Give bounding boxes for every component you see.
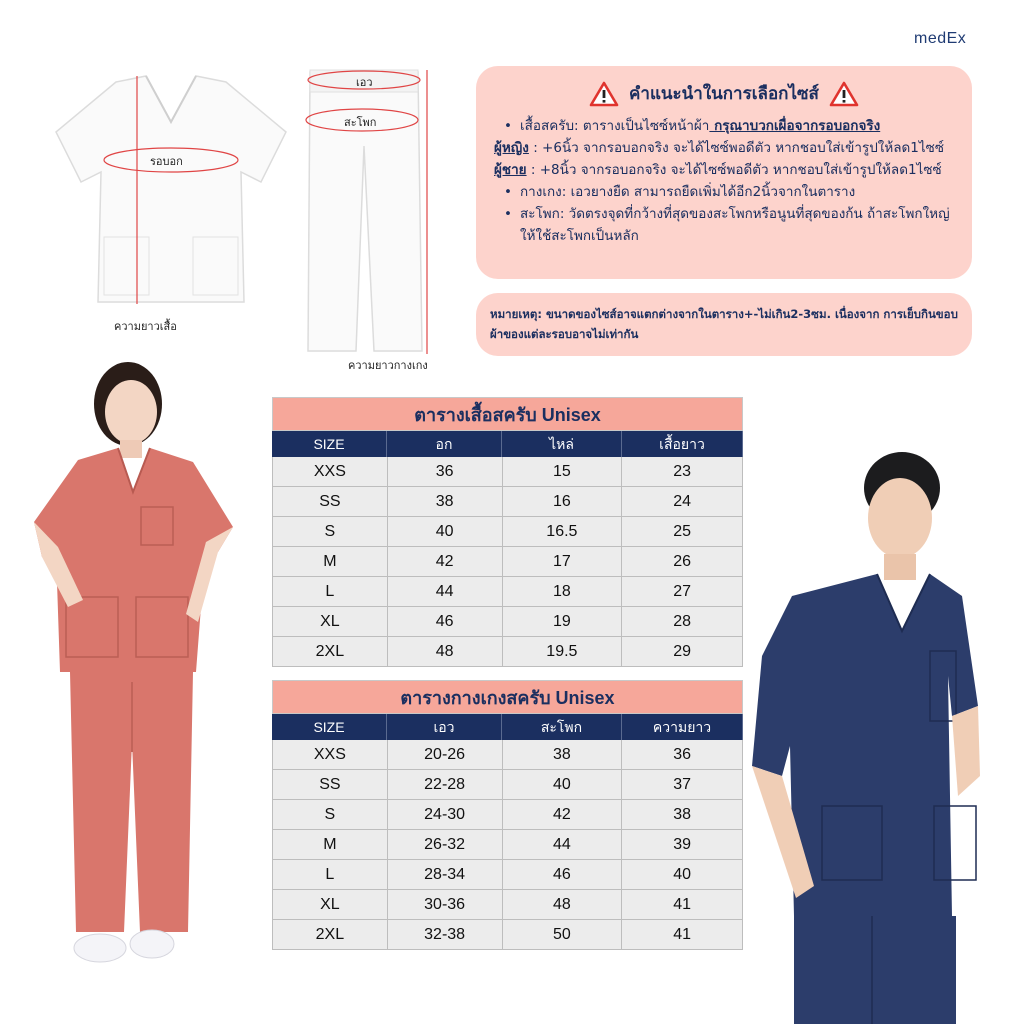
- table-cell: 22-28: [388, 770, 503, 799]
- hip-label: สะโพก: [344, 116, 377, 129]
- table-row: [272, 920, 743, 950]
- table-row: [272, 800, 743, 830]
- table-cell: 50: [503, 920, 623, 949]
- table-cell: L: [273, 860, 388, 889]
- table-cell: 25: [622, 517, 743, 546]
- table-cell: 19.5: [503, 637, 623, 666]
- table-row: [272, 487, 743, 517]
- table-cell: 41: [622, 890, 743, 919]
- table-cell: L: [273, 577, 388, 606]
- size-advice-title: [494, 80, 954, 107]
- men-label: ผู้ชาย: [494, 162, 527, 178]
- table-cell: 27: [622, 577, 743, 606]
- shirt-advice-emphasis: กรุณาบวกเผื่อจากรอบอกจริง: [709, 118, 881, 134]
- table-cell: 28: [622, 607, 743, 636]
- shirt-advice-text: เสื้อสครับ: ตารางเป็นไซซ์หน้าผ้า: [520, 118, 710, 134]
- table-cell: 48: [503, 890, 623, 919]
- table-cell: 39: [622, 830, 743, 859]
- table-cell: 46: [503, 860, 623, 889]
- column-header: เอว: [387, 714, 502, 740]
- size-advice-list: [494, 115, 954, 247]
- table-row: [272, 890, 743, 920]
- table-row: [272, 547, 743, 577]
- pants-length-label: ความยาวกางเกง: [348, 359, 428, 372]
- men-advice-text: : +8นิ้ว จากรอบอกจริง จะได้ไซซ์พอดีตัว หากชอบใส่เข้ารูปให้ลด1ไซซ์: [526, 162, 942, 178]
- warning-icon: [589, 81, 619, 107]
- size-advice-box: [476, 66, 972, 279]
- brand-logo: medEx: [914, 30, 967, 47]
- pants-size-table: [272, 680, 743, 950]
- shirt-table-header: [272, 431, 743, 457]
- table-cell: 19: [503, 607, 623, 636]
- chest-label: รอบอก: [150, 155, 183, 168]
- model-woman-pink-scrubs: [28, 352, 268, 992]
- table-cell: 2XL: [273, 920, 388, 949]
- table-cell: 24: [622, 487, 743, 516]
- column-header: อก: [387, 431, 502, 457]
- shirt-diagram: [46, 72, 296, 332]
- shirt-size-table: [272, 397, 743, 667]
- model-man-navy-scrubs: [752, 446, 984, 1024]
- note-box: [476, 293, 972, 356]
- table-cell: 32-38: [388, 920, 503, 949]
- table-cell: 16.5: [503, 517, 623, 546]
- shirt-table-title: ตารางเสื้อสครับ Unisex: [272, 397, 743, 431]
- column-header: ความยาว: [622, 714, 743, 740]
- table-cell: SS: [273, 770, 388, 799]
- waist-label: เอว: [356, 76, 373, 89]
- pants-table-header: [272, 714, 743, 740]
- table-cell: 42: [388, 547, 503, 576]
- women-advice-text: : +6นิ้ว จากรอบอกจริง จะได้ไซซ์พอดีตัว หากชอบใส่เข้ารูปให้ลด1ไซซ์: [528, 140, 945, 156]
- shirt-illustration: [46, 72, 296, 312]
- table-cell: 41: [622, 920, 743, 949]
- table-cell: 40: [622, 860, 743, 889]
- women-advice: [494, 137, 954, 159]
- table-cell: 15: [503, 457, 623, 486]
- table-row: [272, 740, 743, 770]
- pants-diagram: [300, 66, 445, 376]
- warning-icon: [829, 81, 859, 107]
- table-cell: 37: [622, 770, 743, 799]
- table-cell: 18: [503, 577, 623, 606]
- table-cell: 17: [503, 547, 623, 576]
- shirt-length-label: ความยาวเสื้อ: [114, 320, 177, 333]
- table-cell: 46: [388, 607, 503, 636]
- column-header: สะโพก: [502, 714, 622, 740]
- men-advice: [494, 159, 954, 181]
- pants-illustration: [300, 66, 440, 356]
- table-cell: 38: [503, 740, 623, 769]
- hip-advice: • สะโพก: วัดตรงจุดที่กว้างที่สุดของสะโพกหรือนูนที่สุดของก้น ถ้าสะโพกใหญ่ให้ใช้สะโพกเป็นหลัก: [494, 203, 954, 247]
- table-row: [272, 577, 743, 607]
- table-cell: 38: [622, 800, 743, 829]
- table-cell: 40: [388, 517, 503, 546]
- table-cell: 2XL: [273, 637, 388, 666]
- table-cell: 38: [388, 487, 503, 516]
- table-cell: 40: [503, 770, 623, 799]
- table-cell: 44: [388, 577, 503, 606]
- table-row: [272, 860, 743, 890]
- table-cell: 29: [622, 637, 743, 666]
- table-cell: 42: [503, 800, 623, 829]
- size-advice-title-text: คำแนะนำในการเลือกไซส์: [629, 84, 819, 104]
- shirt-advice: [494, 115, 954, 137]
- table-cell: M: [273, 830, 388, 859]
- table-cell: 24-30: [388, 800, 503, 829]
- table-cell: 26: [622, 547, 743, 576]
- table-cell: S: [273, 800, 388, 829]
- column-header: ไหล่: [502, 431, 622, 457]
- table-cell: 36: [388, 457, 503, 486]
- table-cell: 48: [388, 637, 503, 666]
- women-label: ผู้หญิง: [494, 140, 529, 156]
- table-cell: 28-34: [388, 860, 503, 889]
- table-row: [272, 830, 743, 860]
- table-row: [272, 517, 743, 547]
- pants-advice: • กางเกง: เอวยางยืด สามารถยืดเพิ่มได้อีก2นิ้วจากในตาราง: [494, 181, 954, 203]
- table-cell: S: [273, 517, 388, 546]
- table-cell: XL: [273, 607, 388, 636]
- table-cell: 20-26: [388, 740, 503, 769]
- man-figure: [752, 446, 984, 1024]
- table-row: [272, 637, 743, 667]
- table-row: [272, 457, 743, 487]
- table-cell: 26-32: [388, 830, 503, 859]
- table-row: [272, 607, 743, 637]
- table-row: [272, 770, 743, 800]
- woman-figure: [28, 352, 268, 992]
- column-header: SIZE: [272, 714, 387, 740]
- column-header: เสื้อยาว: [622, 431, 743, 457]
- table-cell: XXS: [273, 457, 388, 486]
- table-cell: XXS: [273, 740, 388, 769]
- table-cell: SS: [273, 487, 388, 516]
- table-cell: 36: [622, 740, 743, 769]
- note-text: หมายเหตุ: ขนาดของไซส์อาจแตกต่างจากในตาราง+-ไม่เกิน2-3ซม. เนื่องจาก การเย็บกินขอบผ้าของแต่ละรอบอาจไม่เท่ากัน: [490, 307, 958, 341]
- table-cell: M: [273, 547, 388, 576]
- table-cell: 23: [622, 457, 743, 486]
- table-cell: 44: [503, 830, 623, 859]
- table-cell: 30-36: [388, 890, 503, 919]
- column-header: SIZE: [272, 431, 387, 457]
- pants-table-title: ตารางกางเกงสครับ Unisex: [272, 680, 743, 714]
- table-cell: XL: [273, 890, 388, 919]
- table-cell: 16: [503, 487, 623, 516]
